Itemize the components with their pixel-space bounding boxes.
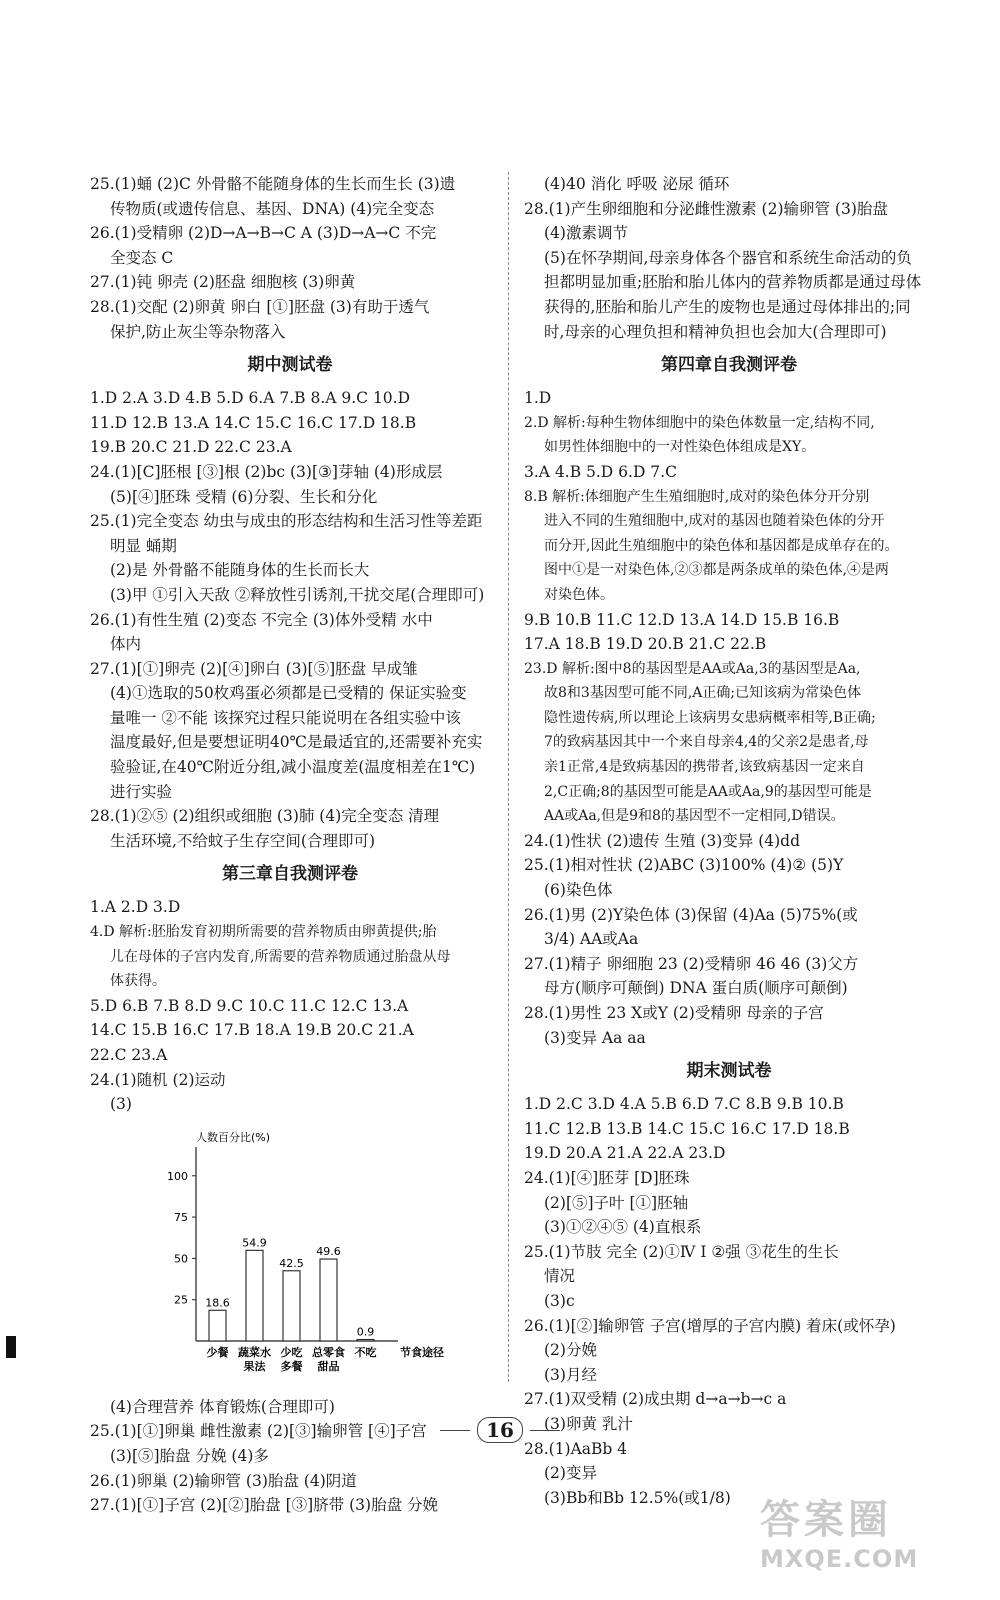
answer-line: (3)月经	[544, 1365, 597, 1384]
answer-line: 体获得。	[110, 973, 166, 990]
answer-line: AA或Aa,但是9和8的基因型不一定相同,D错误。	[544, 808, 845, 825]
answer-line: 27.(1)[①]子宫 (2)[②]胎盘 [③]脐带 (3)胎盘 分娩	[90, 1496, 439, 1515]
answer-line: (2)是 外骨骼不能随身体的生长而长大	[110, 561, 370, 580]
answer-line: 11.D 12.B 13.A 14.C 15.C 16.C 17.D 18.B	[90, 413, 417, 432]
answer-line: 25.(1)[①]卵巢 雌性激素 (2)[③]输卵管 [④]子宫	[90, 1422, 427, 1441]
x-axis-label: 节食途径	[400, 1345, 444, 1359]
answer-line: 保护,防止灰尘等杂物落入	[110, 322, 286, 341]
answer-line: 28.(1)②⑤ (2)组织或细胞 (3)肺 (4)完全变态 清理	[90, 807, 440, 826]
answer-line: 4.D 解析:胚胎发育初期所需要的营养物质由卵黄提供;胎	[90, 924, 437, 941]
column-divider	[508, 172, 509, 1382]
answer-line: 验验证,在40℃附近分组,减小温度差(温度相差在1℃)	[110, 758, 476, 777]
bar-3	[320, 1259, 337, 1341]
answer-line: 对染色体。	[544, 586, 614, 603]
answer-line: 全变态 C	[110, 248, 174, 267]
data-label-1: 54.9	[242, 1236, 267, 1250]
x-tick-label: 少吃	[280, 1345, 303, 1359]
answer-line: 亲1正常,4是致病基因的携带者,该致病基因一定来自	[544, 759, 865, 776]
bar-chart	[90, 1119, 450, 1389]
answer-line: 27.(1)双受精 (2)成虫期 d→a→b→c a	[524, 1390, 787, 1409]
answer-line: 28.(1)AaBb 4	[524, 1439, 628, 1458]
answer-line: 进行实验	[110, 782, 173, 801]
page-number-text: 16	[477, 1417, 523, 1443]
answer-line: 28.(1)产生卵细胞和分泌雌性激素 (2)输卵管 (3)胎盘	[524, 199, 888, 218]
answer-line: (4)40 消化 呼吸 泌尿 循环	[544, 175, 730, 193]
answer-line: (4)①选取的50枚鸡蛋必须都是已受精的 保证实验变	[110, 684, 467, 703]
answer-line: (2)[⑤]子叶 [①]胚轴	[544, 1193, 689, 1212]
answer-line: (4)合理营养 体育锻炼(合理即可)	[110, 1397, 335, 1416]
answer-line: 儿在母体的子宫内发育,所需要的营养物质通过胎盘从母	[110, 948, 451, 965]
chart-figure	[90, 1119, 490, 1389]
answer-line: 25.(1)蛹 (2)C 外骨骼不能随身体的生长而生长 (3)遗	[90, 175, 456, 193]
answer-line: 23.D 解析:图中8的基因型是AA或Aa,3的基因型是Aa,	[524, 660, 861, 677]
data-label-4: 0.9	[356, 1325, 375, 1339]
watermark-logo	[760, 1488, 990, 1588]
x-tick-label: 总零食	[312, 1345, 345, 1359]
answer-line: 27.(1)[①]卵壳 (2)[④]卵白 (3)[⑤]胚盘 早成雏	[90, 659, 418, 678]
answer-line: 时,母亲的心理负担和精神负担也会加大(合理即可)	[544, 322, 887, 341]
answer-line: 27.(1)钝 卵壳 (2)胚盘 细胞核 (3)卵黄	[90, 273, 356, 292]
section-title: 期末测试卷	[686, 1061, 772, 1082]
answer-line: 7的致病基因其中一个来自母亲4,4的父亲2是患者,母	[544, 734, 869, 751]
answer-line: 1.D 2.C 3.D 4.A 5.B 6.D 7.C 8.B 9.B 10.B	[524, 1095, 844, 1114]
right-column	[524, 172, 934, 1510]
answer-line: 26.(1)[②]输卵管 子宫(增厚的子宫内膜) 着床(或怀孕)	[524, 1316, 896, 1335]
answer-line: 28.(1)交配 (2)卵黄 卵白 [①]胚盘 (3)有助于透气	[90, 297, 430, 316]
watermark-line1: 答案圈	[760, 1497, 892, 1543]
answer-line: 隐性遗传病,所以理论上该病男女患病概率相等,B正确;	[544, 709, 876, 726]
bar-4	[357, 1339, 374, 1340]
y-tick-label: 25	[174, 1293, 188, 1307]
bar-1	[246, 1250, 263, 1341]
x-tick-label: 果法	[243, 1359, 266, 1373]
answer-line: 19.B 20.C 21.D 22.C 23.A	[90, 438, 292, 457]
answer-line: (5)[④]胚珠 受精 (6)分裂、生长和分化	[110, 487, 378, 506]
answer-line: 1.D	[524, 389, 552, 408]
y-axis-label: 人数百分比(%)	[196, 1130, 271, 1144]
x-tick-label: 蔬菜水	[238, 1345, 271, 1359]
y-tick-label: 50	[174, 1252, 188, 1266]
answer-line: 25.(1)节肢 完全 (2)①Ⅳ Ⅰ ②强 ③花生的生长	[524, 1242, 839, 1261]
section-title: 第四章自我测评卷	[661, 355, 797, 376]
answer-line: 图中①是一对染色体,②③都是两条成单的染色体,④是两	[544, 562, 889, 579]
answer-line: (2)变异	[544, 1464, 597, 1483]
bar-0	[209, 1310, 226, 1341]
answer-line: 22.C 23.A	[90, 1046, 168, 1064]
answer-line: (3)①②④⑤ (4)直根系	[544, 1218, 702, 1237]
answer-line: 24.(1)性状 (2)遗传 生殖 (3)变异 (4)dd	[524, 831, 801, 850]
x-tick-label: 多餐	[280, 1359, 303, 1373]
answer-line: (3)甲 ①引入天敌 ②释放性引诱剂,干扰交尾(合理即可)	[110, 585, 485, 604]
answer-line: 25.(1)完全变态 幼虫与成虫的形态结构和生活习性等差距	[90, 512, 483, 531]
data-label-0: 18.6	[205, 1296, 230, 1310]
answer-line: 26.(1)有性生殖 (2)变态 不完全 (3)体外受精 水中	[90, 610, 433, 629]
answer-line: 9.B 10.B 11.C 12.D 13.A 14.D 15.B 16.B	[524, 610, 840, 629]
answer-line: (6)染色体	[544, 881, 613, 900]
data-label-3: 49.6	[316, 1244, 341, 1258]
watermark-line2: MXQE.COM	[760, 1545, 919, 1573]
answer-line: 24.(1)[④]胚芽 [D]胚珠	[524, 1168, 690, 1187]
answer-line: 如男性体细胞中的一对性染色体组成是XY。	[544, 439, 816, 456]
answer-line: 28.(1)男性 23 X或Y (2)受精卵 母亲的子宫	[524, 1004, 824, 1022]
answer-line: (3)c	[544, 1291, 575, 1310]
answer-line: (5)在怀孕期间,母亲身体各个器官和系统生命活动的负	[544, 248, 912, 267]
answer-line: 明显 蛹期	[110, 536, 177, 555]
answer-line: 19.D 20.A 21.A 22.A 23.D	[524, 1144, 726, 1163]
left-column	[90, 172, 490, 1518]
section-title: 第三章自我测评卷	[222, 864, 358, 885]
x-tick-label: 少餐	[206, 1345, 229, 1359]
answer-line: 2,C正确;8的基因型可能是AA或Aa,9的基因型可能是	[544, 783, 872, 800]
x-tick-label: 甜品	[317, 1359, 340, 1373]
answer-line: 情况	[544, 1267, 576, 1286]
section-title: 期中测试卷	[247, 355, 333, 376]
page-number	[440, 1418, 560, 1442]
answer-line: 温度最好,但是要想证明40℃是最适宜的,还需要补充实	[110, 733, 483, 752]
x-tick-label: 不吃	[354, 1345, 377, 1359]
answer-line: (3)卵黄 乳汁	[544, 1414, 633, 1433]
answer-line: 3.A 4.B 5.D 6.D 7.C	[524, 462, 677, 481]
answer-line: 26.(1)受精卵 (2)D→A→B→C A (3)D→A→C 不完	[90, 224, 437, 243]
answer-line: 传物质(或遗传信息、基因、DNA) (4)完全变态	[110, 199, 435, 218]
answer-line: 1.A 2.D 3.D	[90, 898, 181, 917]
margin-mark	[6, 1336, 16, 1358]
answer-line: 26.(1)男 (2)Y染色体 (3)保留 (4)Aa (5)75%(或	[524, 905, 858, 924]
answer-line: (2)分娩	[544, 1341, 597, 1360]
answer-line: 8.B 解析:体细胞产生生殖细胞时,成对的染色体分开分别	[524, 488, 870, 505]
answer-line: (4)激素调节	[544, 224, 628, 243]
answer-line: 生活环境,不给蚊子生存空间(合理即可)	[110, 831, 376, 850]
answer-line: 24.(1)[C]胚根 [③]根 (2)bc (3)[③]芽轴 (4)形成层	[90, 462, 443, 481]
answer-line: 25.(1)相对性状 (2)ABC (3)100% (4)② (5)Y	[524, 856, 844, 875]
bar-2	[283, 1271, 300, 1341]
answer-line: (3)[⑤]胎盘 分娩 (4)多	[110, 1446, 269, 1465]
answer-line: 而分开,因此生殖细胞中的染色体和基因都是成单存在的。	[544, 537, 899, 554]
y-tick-label: 75	[174, 1210, 188, 1224]
answer-line: 14.C 15.B 16.C 17.B 18.A 19.B 20.C 21.A	[90, 1021, 414, 1040]
answer-line: 故8和3基因型可能不同,A正确;已知该病为常染色体	[544, 685, 862, 702]
answer-line: (3)Bb和Bb 12.5%(或1/8)	[544, 1488, 731, 1507]
answer-line: 11.C 12.B 13.B 14.C 15.C 16.C 17.D 18.B	[524, 1119, 850, 1138]
answer-line: 担都明显加重;胚胎和胎儿体内的营养物质都是通过母体	[544, 273, 922, 292]
answer-line: 量唯一 ②不能 该探究过程只能说明在各组实验中该	[110, 708, 461, 727]
answer-line: 2.D 解析:每种生物体细胞中的染色体数量一定,结构不同,	[524, 414, 875, 431]
answer-line: 1.D 2.A 3.D 4.B 5.D 6.A 7.B 8.A 9.C 10.D	[90, 389, 411, 408]
answer-line: 27.(1)精子 卵细胞 23 (2)受精卵 46 46 (3)父方	[524, 954, 859, 973]
answer-line: (3)变异 Aa aa	[544, 1028, 646, 1047]
answer-line: 体内	[110, 635, 142, 654]
answer-line: 获得的,胚胎和胎儿产生的废物也是通过母体排出的;同	[544, 297, 911, 316]
answer-line: 3/4) AA或Aa	[544, 930, 639, 949]
answer-line: 24.(1)随机 (2)运动	[90, 1070, 226, 1089]
answer-line: 26.(1)卵巢 (2)输卵管 (3)胎盘 (4)阴道	[90, 1471, 357, 1490]
answer-line: 母方(顺序可颠倒) DNA 蛋白质(顺序可颠倒)	[544, 979, 848, 998]
answer-line: (3)	[110, 1095, 132, 1114]
answer-line: 17.A 18.B 19.D 20.B 21.C 22.B	[524, 635, 767, 654]
data-label-2: 42.5	[279, 1256, 304, 1270]
answer-line: 进入不同的生殖细胞中,成对的基因也随着染色体的分开	[544, 513, 885, 530]
answer-line: 5.D 6.B 7.B 8.D 9.C 10.C 11.C 12.C 13.A	[90, 996, 409, 1015]
y-tick-label: 100	[167, 1169, 188, 1183]
